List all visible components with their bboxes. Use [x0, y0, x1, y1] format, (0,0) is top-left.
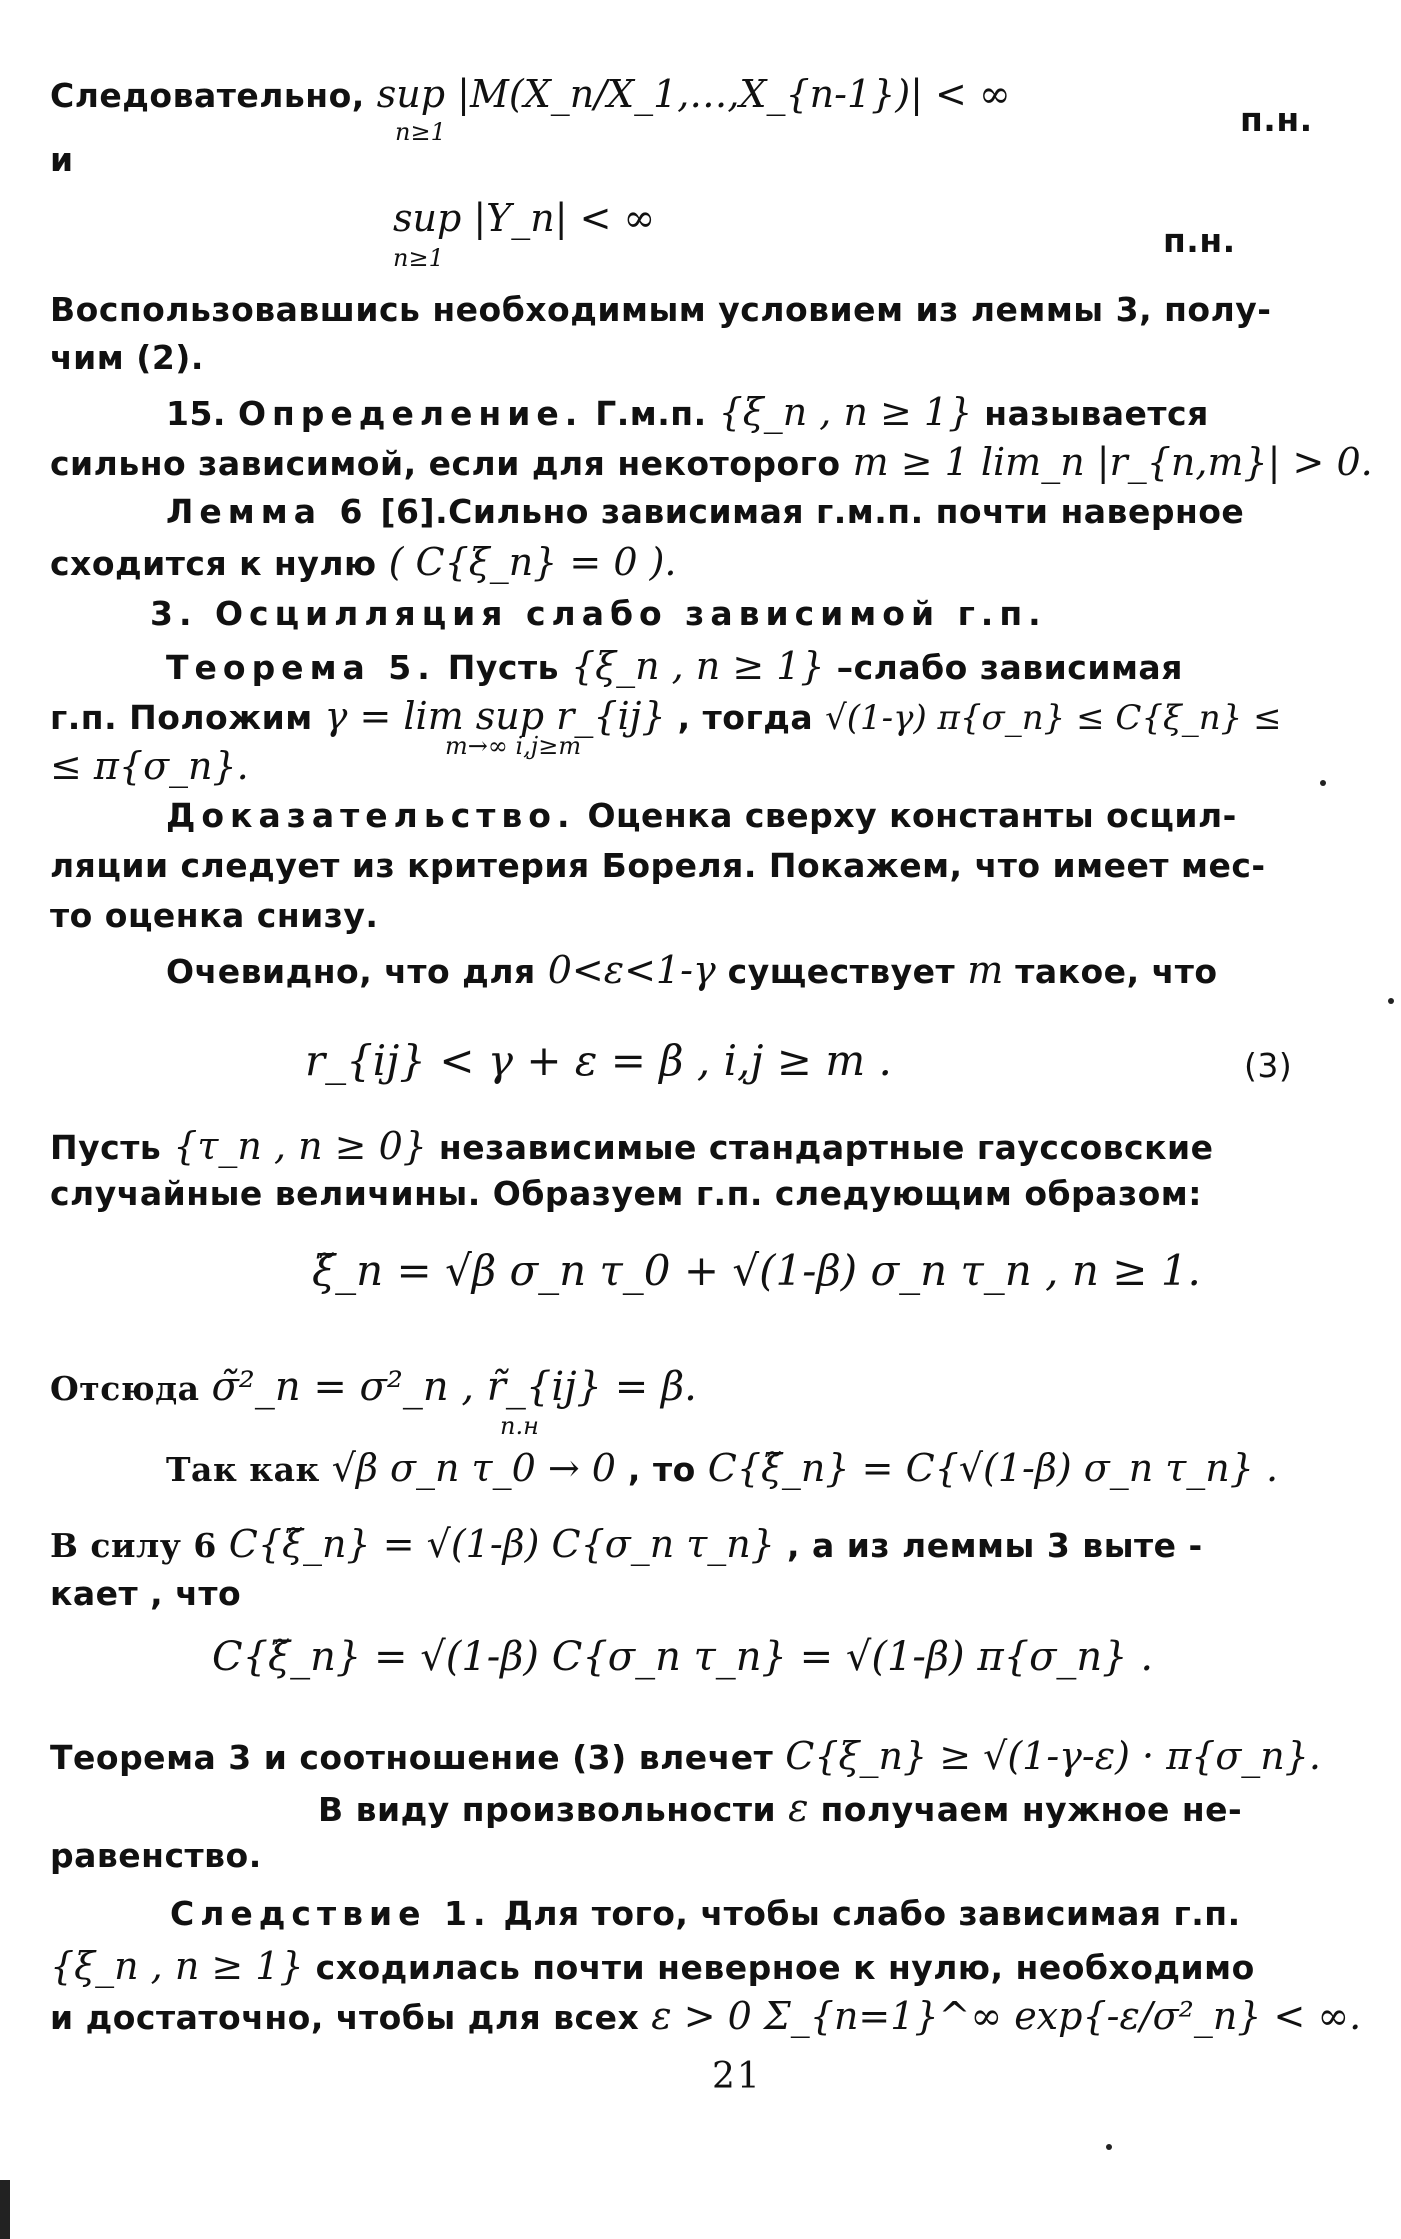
text-run: Пусть [50, 1128, 174, 1167]
text-line: случайные величины. Образуем г.п. следующим образом: [50, 1174, 1202, 1213]
formula: σ̃²_n = σ²_n , r̃_{ij} = β. [211, 1364, 697, 1410]
text-line: то оценка снизу. [50, 896, 379, 935]
text-line [50, 1994, 1361, 2038]
text-run: такое, что [1003, 952, 1218, 991]
text-line [166, 390, 1209, 434]
text-run: существует [715, 952, 968, 991]
formula: {τ_n , n ≥ 0} [173, 1124, 427, 1168]
text-line [166, 644, 1183, 688]
text-line [166, 796, 1237, 835]
formula: ≤ π{σ_n}. [50, 744, 249, 788]
formula: √β σ_n τ_0 → 0 [331, 1446, 616, 1490]
scan-speck [1106, 2144, 1112, 2150]
term-heading: Определение. [237, 394, 584, 433]
text-line [50, 1124, 1214, 1168]
formula: 0<ε<1-γ [547, 948, 716, 992]
term-heading: Доказательство. [166, 796, 576, 835]
text-run: Оценка сверху константы осцил- [575, 796, 1237, 835]
formula: {ξ_n , n ≥ 1} [570, 644, 825, 688]
scan-speck [1320, 780, 1326, 786]
formula: C{ξ̃_n} = C{√(1-β) σ_n τ_n} . [707, 1446, 1279, 1490]
text-line [166, 1446, 1278, 1490]
text-run: сходилась почти неверное к нулю, необходимо [303, 1948, 1255, 1987]
text-run: Для того, чтобы слабо зависимая г.п. [491, 1894, 1241, 1933]
margin-note: п.н. [1240, 100, 1313, 139]
text-line: ляции следует из критерия Бореля. Покажем, что имеет мес- [50, 846, 1266, 885]
formula: γ = lim sup r_{ij} [324, 694, 666, 738]
text-line [50, 1364, 697, 1410]
text-line [50, 694, 1282, 738]
formula: C{ξ̃_n} = √(1-β) C{σ_n τ_n} [228, 1522, 775, 1566]
text-run: сильно зависимой, если для некоторого [50, 444, 853, 483]
text-run: называется [972, 394, 1209, 433]
term-heading: Следствие 1. [170, 1894, 492, 1933]
text-run: Так как [166, 1450, 332, 1489]
text-line [50, 1944, 1255, 1988]
scan-edge [0, 2180, 10, 2239]
formula-display: C{ξ̃_n} = √(1-β) C{σ_n τ_n} = √(1-β) π{σ_n} . [212, 1634, 1154, 1680]
text-line [50, 440, 1373, 484]
text-run: сходится к нулю [50, 544, 389, 583]
text-line [318, 1786, 1242, 1830]
text-run: В силу 6 [50, 1526, 229, 1565]
formula-display: ξ̃_n = √β σ_n τ_0 + √(1-β) σ_n τ_n , n ≥ 1. [312, 1246, 1201, 1295]
scan-speck [1388, 998, 1394, 1004]
text-line: и [50, 140, 74, 179]
text-line: равенство. [50, 1836, 262, 1875]
text-run: г.п. Положим [50, 698, 325, 737]
formula: {ξ_n , n ≥ 1} [718, 390, 973, 434]
formula: m ≥ 1 lim_n |r_{n,m}| > 0. [852, 440, 1373, 484]
text-run: , а из леммы 3 выте - [774, 1526, 1203, 1565]
text-run: Отсюда [50, 1369, 212, 1408]
formula: sup |Y_n| < ∞ [393, 196, 656, 240]
text-run: получаем нужное не- [808, 1790, 1243, 1829]
term-heading: Лемма 6 [166, 492, 369, 531]
formula: √(1-γ) π{σ_n} ≤ C{ξ_n} ≤ [825, 698, 1282, 738]
text-run: [6].Сильно зависимая г.м.п. почти наверное [368, 492, 1245, 531]
formula: sup |M(X_n/X_1,…,X_{n-1})| < ∞ [376, 72, 1011, 116]
text-line: чим (2). [50, 338, 204, 377]
text-line: кает , что [50, 1574, 242, 1613]
text-line: Воспользовавшись необходимым условием из леммы 3, полу- [50, 290, 1272, 329]
text-run: , тогда [665, 698, 826, 737]
text-line [50, 1734, 1321, 1778]
formula: C{ξ_n} ≥ √(1-γ-ε) · π{σ_n}. [785, 1734, 1322, 1778]
text-run: 15. [166, 394, 238, 433]
page-number: 21 [712, 2056, 762, 2097]
text-run: –слабо зависимая [824, 648, 1183, 687]
section-heading: 3. Осцилляция слабо зависимой г.п. [150, 594, 1047, 633]
text-run: независимые стандартные гауссовские [426, 1128, 1214, 1167]
text-run: Пусть [435, 648, 571, 687]
equation-number: (3) [1244, 1046, 1293, 1085]
formula-superscript: п.н [500, 1412, 539, 1440]
formula-display: r_{ij} < γ + ε = β , i,j ≥ m . [305, 1036, 892, 1085]
formula: m [967, 948, 1004, 992]
formula: {ξ_n , n ≥ 1} [50, 1944, 304, 1988]
text-line [166, 492, 1244, 531]
text-line [50, 540, 677, 584]
text-line [166, 948, 1218, 992]
text-run: Теорема 3 и соотношение (3) влечет [50, 1738, 786, 1777]
text-line [170, 1894, 1241, 1933]
text-run: В виду произвольности [318, 1790, 789, 1829]
formula-subscript: n≥1 [393, 244, 444, 272]
margin-note: п.н. [1163, 221, 1236, 260]
text-run: Г.м.п. [583, 394, 719, 433]
text-line [50, 72, 1011, 116]
text-run: и достаточно, чтобы для всех [50, 1998, 652, 2037]
formula-subscript: m→∞ i,j≥m [445, 732, 582, 760]
text-run: , то [615, 1450, 708, 1489]
formula: ε [788, 1786, 809, 1830]
formula: ( C{ξ_n} = 0 ). [388, 540, 677, 584]
text-run: Очевидно, что для [166, 952, 548, 991]
text-run: Следовательно, [50, 76, 365, 115]
formula-subscript: n≥1 [395, 118, 446, 146]
term-heading: Теорема 5. [166, 648, 436, 687]
text-line [50, 1522, 1203, 1566]
formula: ε > 0 Σ_{n=1}^∞ exp{-ε/σ²_n} < ∞. [651, 1994, 1362, 2038]
